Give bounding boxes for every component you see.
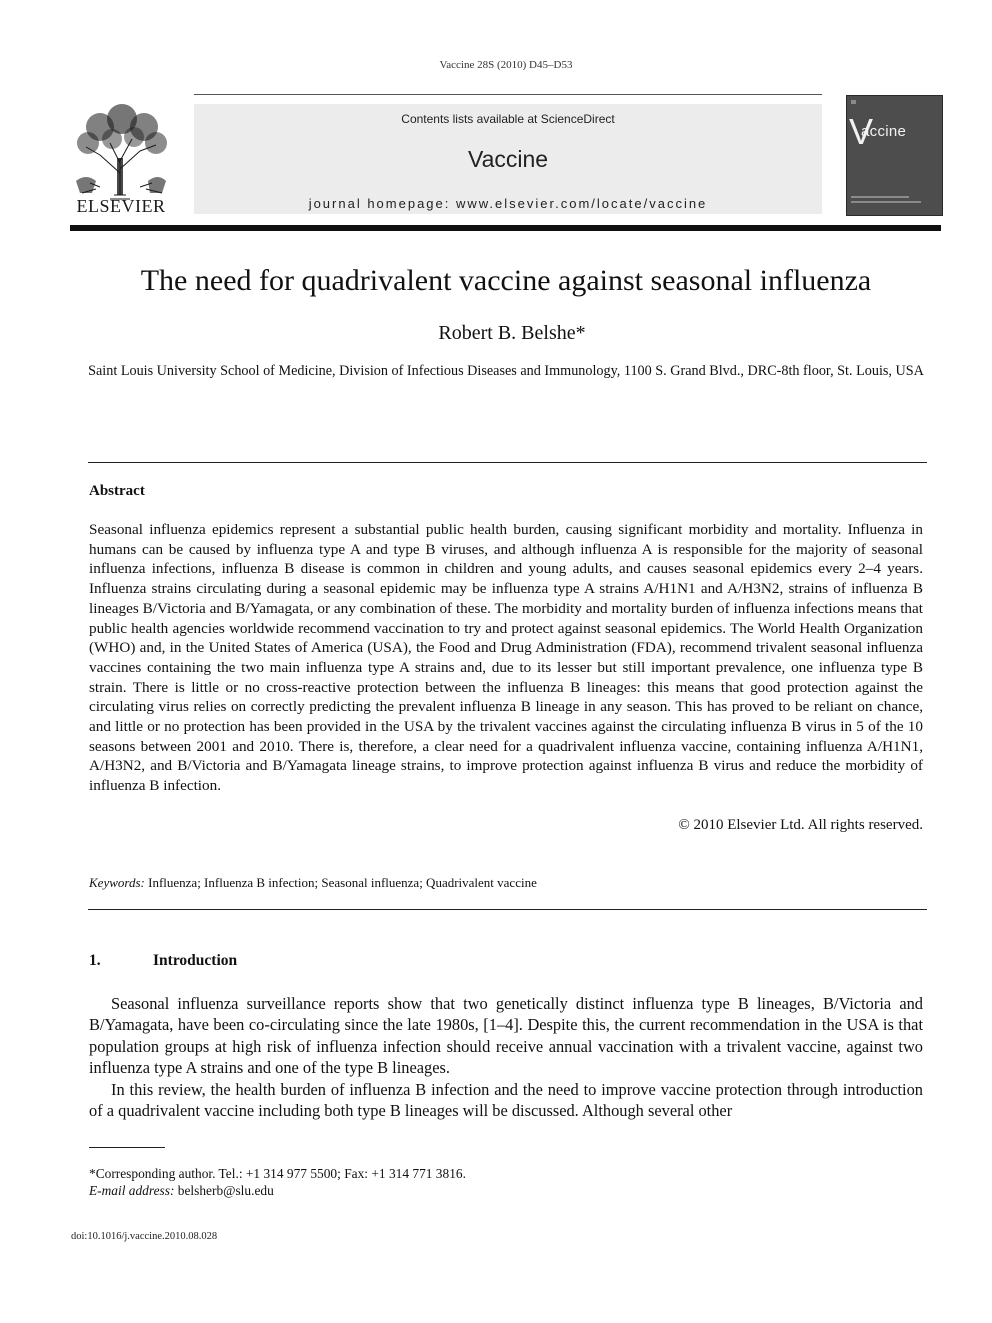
intro-paragraph-1: Seasonal influenza surveillance reports show that two genetically distinct influenza type B lineages, B/Victoria and B/Yamagata, have been co-circulating since the late 1980s, [1–4]. Despite this, the current recommendation in the USA is that population groups at high risk of influenza infection should receive annual vaccination with a trivalent vaccine, against two influenza type A strains and one of the type B lineages. bbox=[89, 994, 923, 1077]
copyright-notice: © 2010 Elsevier Ltd. All rights reserved. bbox=[678, 817, 923, 833]
intro-paragraph-2: In this review, the health burden of influenza B infection and the need to improve vaccine protection through introduction of a quadrivalent vaccine including both type B lineages will be discussed. Although several other bbox=[89, 1080, 923, 1121]
section-title: Introduction bbox=[153, 952, 238, 969]
keywords-list: Influenza; Influenza B infection; Seasonal influenza; Quadrivalent vaccine bbox=[144, 875, 537, 890]
keywords-label: Keywords: bbox=[89, 875, 145, 890]
contents-line[interactable]: Contents lists available at ScienceDirect bbox=[401, 112, 615, 126]
abstract-top-rule bbox=[88, 462, 927, 463]
journal-banner bbox=[194, 104, 822, 214]
article-title: The need for quadrivalent vaccine against seasonal influenza bbox=[140, 264, 872, 297]
corresponding-author-note: *Corresponding author. Tel.: +1 314 977 5500; Fax: +1 314 771 3816. bbox=[89, 1166, 466, 1181]
journal-name: Vaccine bbox=[467, 146, 549, 172]
abstract-heading: Abstract bbox=[89, 483, 145, 499]
article-author: Robert B. Belshe* bbox=[438, 322, 586, 344]
journal-homepage-link[interactable]: journal homepage: www.elsevier.com/locate/vaccine bbox=[308, 196, 708, 211]
email-label: E-mail address: bbox=[89, 1183, 175, 1198]
email-address-link[interactable]: belsherb@slu.edu bbox=[174, 1183, 274, 1198]
author-affiliation: Saint Louis University School of Medicine, Division of Infectious Diseases and Immunology, 1100 S. Grand Blvd., DRC-8th floor, St. Louis, USA bbox=[88, 363, 924, 379]
footnote-rule bbox=[89, 1147, 165, 1148]
cover-initial: V bbox=[849, 111, 874, 152]
cover-title: accine bbox=[861, 123, 907, 140]
abstract-bottom-rule bbox=[88, 909, 927, 910]
doi-link[interactable]: doi:10.1016/j.vaccine.2010.08.028 bbox=[71, 1231, 218, 1242]
section-number: 1. bbox=[89, 952, 101, 969]
email-note bbox=[89, 1183, 274, 1199]
abstract-body: Seasonal influenza epidemics represent a substantial public health burden, causing significant morbidity and mortality. Influenza in humans can be caused by influenza type A and type B viruses, and although influenza A is responsible for the majority of seasonal influenza infections, influenza B disease is common in children and young adults, and causes seasonal epidemics every 2–4 years. Influenza strains circulating during a seasonal epidemic may be influenza type A strains A/H1N1 and A/H3N2, strains of influenza B lineages B/Victoria and B/Yamagata, or any combination of these. The morbidity and mortality burden of influenza infections means that public health agencies worldwide recommend vaccination to try and protect against seasonal epidemics. The World Health Organization (WHO) and, in the United States of America (USA), the Food and Drug Administration (FDA), recommend trivalent seasonal influenza vaccines containing the two main influenza type A strains and, due to its lesser but still important prevalence, one influenza type B strain. There is little or no cross-reactive protection between the influenza B lineages: this means that good protection against the circulating virus relies on correctly predicting the prevalent influenza B lineage in any season. This has proved to be reliant on chance, and little or no protection has been provided in the USA by the trivalent vaccines against the circulating influenza B virus in 5 of the 10 seasons between 2001 and 2010. There is, therefore, a clear need for a quadrivalent influenza vaccine, containing influenza A/H1N1, A/H3N2, and B/Victoria and B/Yamagata lineage strains, to improve protection against influenza B virus and reduce the morbidity of influenza B infection. bbox=[89, 521, 923, 795]
journal-citation: Vaccine 28S (2010) D45–D53 bbox=[439, 59, 573, 71]
elsevier-wordmark: ELSEVIER bbox=[76, 196, 166, 216]
journal-cover-image bbox=[846, 95, 943, 216]
header-top-rule bbox=[194, 94, 822, 95]
cover-decoration bbox=[847, 96, 942, 215]
header-thick-rule bbox=[70, 225, 941, 231]
keywords bbox=[89, 875, 537, 891]
